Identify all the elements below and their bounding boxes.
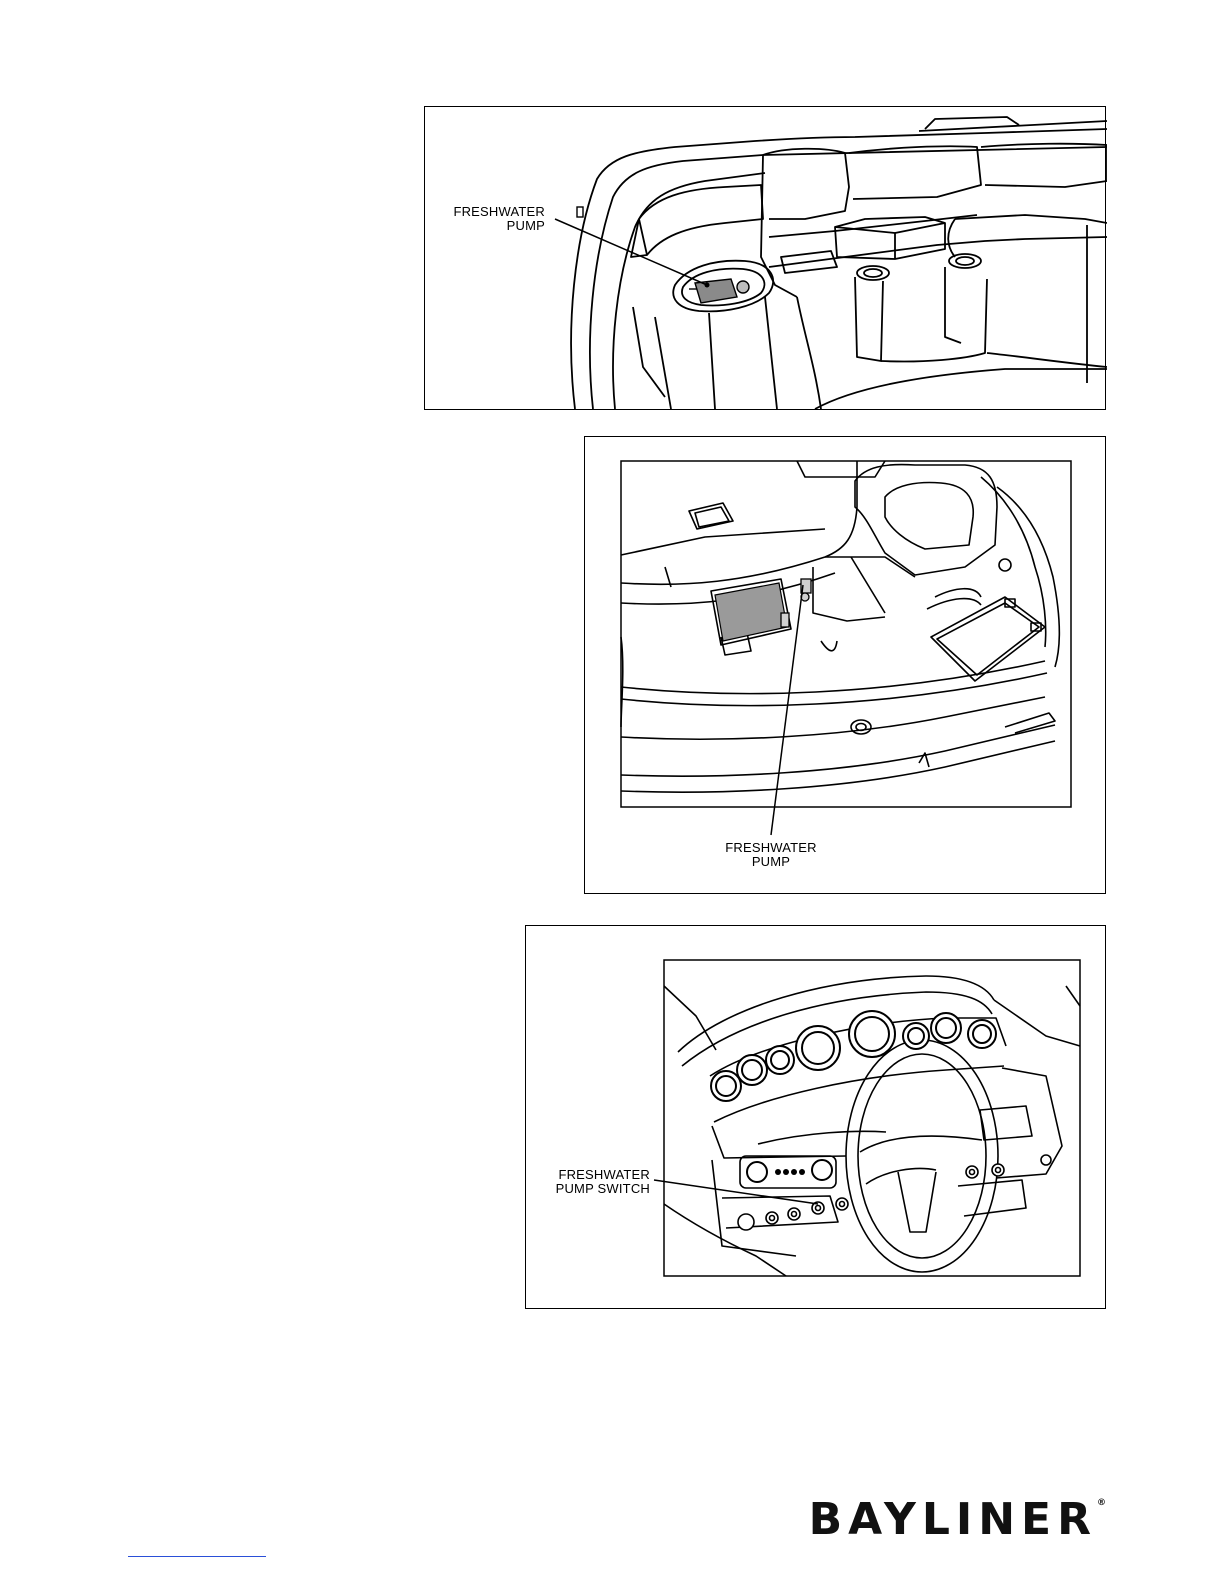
figure-freshwater-pump-bow — [424, 106, 1106, 410]
brand-logo — [809, 1494, 1106, 1545]
figure-freshwater-pump-stern — [584, 436, 1106, 894]
callout-freshwater-pump-switch: FRESHWATER PUMP SWITCH — [555, 1167, 650, 1196]
illustration-helm-dash — [526, 926, 1107, 1310]
callout-freshwater-pump: FRESHWATER PUMP — [725, 840, 817, 869]
registered-mark: ® — [1097, 1498, 1106, 1508]
figure-freshwater-pump-switch — [525, 925, 1106, 1309]
brand-name: BAYLINER — [808, 1494, 1097, 1545]
callout-freshwater-pump: FRESHWATER PUMP — [453, 204, 545, 233]
illustration-boat-bow — [425, 107, 1107, 411]
footer-link-underline — [128, 1556, 266, 1557]
illustration-boat-stern — [585, 437, 1107, 895]
